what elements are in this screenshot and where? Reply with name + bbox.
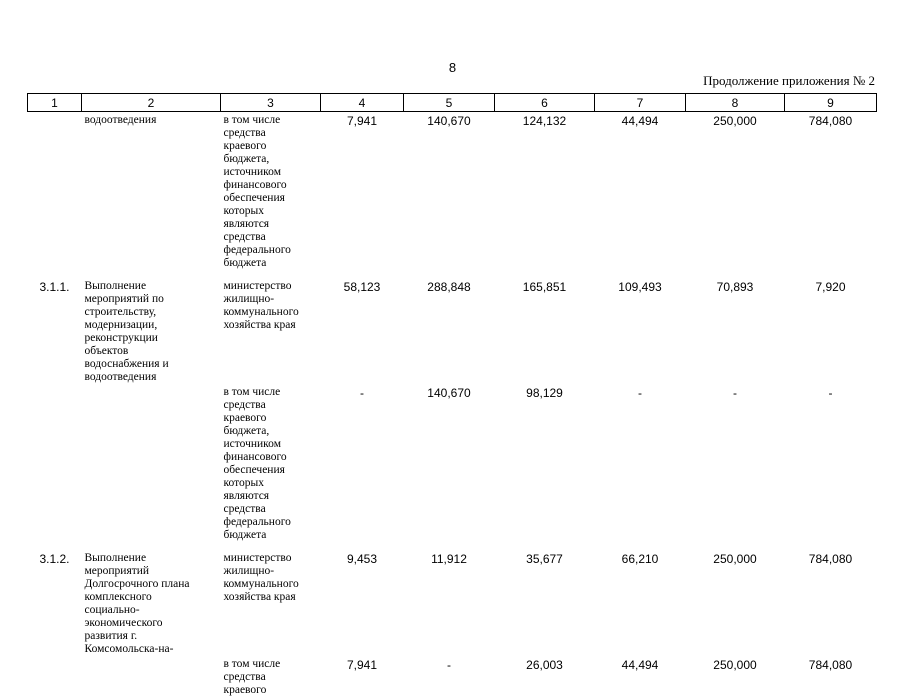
row-value-col-9: 784,080 <box>785 112 877 271</box>
row-value-col-8: 250,000 <box>686 550 785 656</box>
row-value-col-4: 7,941 <box>321 656 404 697</box>
row-code <box>28 384 82 542</box>
row-code: 3.1.2. <box>28 550 82 656</box>
appendix-continuation-label: Продолжение приложения № 2 <box>703 73 875 89</box>
row-value-col-8: 250,000 <box>686 656 785 697</box>
row-value-col-7: 44,494 <box>595 656 686 697</box>
header-cell: 6 <box>495 94 595 112</box>
row-value-col-9: - <box>785 384 877 542</box>
row-value-col-6: 35,677 <box>495 550 595 656</box>
header-cell: 7 <box>595 94 686 112</box>
row-value-col-4: - <box>321 384 404 542</box>
row-activity-name <box>82 384 221 542</box>
row-value-col-5: 11,912 <box>404 550 495 656</box>
row-value-col-5: 140,670 <box>404 384 495 542</box>
row-value-col-7: 66,210 <box>595 550 686 656</box>
row-value-col-8: 250,000 <box>686 112 785 271</box>
page-number: 8 <box>0 60 905 75</box>
row-activity-name: Выполнение мероприятий по строительству, модернизации, реконструкции объектов водоснабжения и водоотведения <box>82 278 221 384</box>
row-funding-source: в том числе средства краевого бюджета, источником финансового обеспечения которых являются средства федерального бюджета <box>221 384 321 542</box>
row-funding-source: министерство жилищно- коммунального хозяйства края <box>221 550 321 656</box>
row-value-col-7: 109,493 <box>595 278 686 384</box>
table-body <box>28 112 877 697</box>
row-value-col-7: - <box>595 384 686 542</box>
row-spacer <box>28 270 877 278</box>
row-value-col-4: 7,941 <box>321 112 404 271</box>
row-value-col-6: 124,132 <box>495 112 595 271</box>
column-number-header-row <box>28 94 877 112</box>
table-row <box>28 656 877 697</box>
table-row <box>28 278 877 384</box>
table-row <box>28 112 877 271</box>
budget-table <box>27 93 877 697</box>
row-value-col-6: 98,129 <box>495 384 595 542</box>
row-funding-source: в том числе средства краевого бюджета, источником финансового обеспечения которых являются средства федерального бюджета <box>221 112 321 271</box>
header-cell: 3 <box>221 94 321 112</box>
header-cell: 4 <box>321 94 404 112</box>
row-activity-name: водоотведения <box>82 112 221 271</box>
row-value-col-8: 70,893 <box>686 278 785 384</box>
row-code <box>28 656 82 697</box>
header-cell: 8 <box>686 94 785 112</box>
row-code <box>28 112 82 271</box>
row-funding-source: министерство жилищно- коммунального хозяйства края <box>221 278 321 384</box>
header-cell: 1 <box>28 94 82 112</box>
row-activity-name: Выполнение мероприятий Долгосрочного плана комплексного социально- экономического развития г. Комсомольска-на- <box>82 550 221 656</box>
row-value-col-5: - <box>404 656 495 697</box>
row-value-col-9: 7,920 <box>785 278 877 384</box>
row-value-col-5: 288,848 <box>404 278 495 384</box>
row-value-col-9: 784,080 <box>785 656 877 697</box>
row-value-col-9: 784,080 <box>785 550 877 656</box>
row-spacer <box>28 542 877 550</box>
row-code: 3.1.1. <box>28 278 82 384</box>
row-funding-source: в том числе средства краевого <box>221 656 321 697</box>
header-cell: 9 <box>785 94 877 112</box>
row-activity-name <box>82 656 221 697</box>
header-cell: 5 <box>404 94 495 112</box>
row-value-col-6: 26,003 <box>495 656 595 697</box>
table-row <box>28 550 877 656</box>
header-cell: 2 <box>82 94 221 112</box>
row-value-col-6: 165,851 <box>495 278 595 384</box>
row-value-col-5: 140,670 <box>404 112 495 271</box>
row-value-col-4: 58,123 <box>321 278 404 384</box>
row-value-col-4: 9,453 <box>321 550 404 656</box>
table-row <box>28 384 877 542</box>
row-value-col-8: - <box>686 384 785 542</box>
row-value-col-7: 44,494 <box>595 112 686 271</box>
